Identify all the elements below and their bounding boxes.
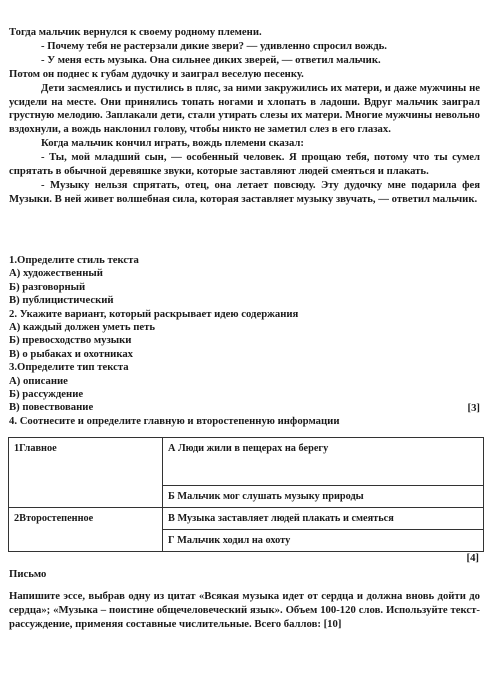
writing-task: Напишите эссе, выбрав одну из цитат «Всякая музыка идет от сердца и должна вновь дойти до сердца»; «Музыка – поистине общечеловеческий язык». Объем 100-120 слов. Используйте текст-рассуждение, применяя составные числительные. Всего баллов: [10] (9, 590, 480, 630)
question-3-option-a: А) описание (9, 374, 68, 387)
question-3-title: 3.Определите тип текста (9, 361, 129, 374)
score-question-4: [4] (466, 552, 479, 564)
story-paragraph: - Музыку нельзя спрятать, отец, она летает повсюду. Эту дудочку мне подарила фея Музыки. В ней живет волшебная сила, которая заставляет музыку звучать, — ответил мальчик. (9, 178, 480, 205)
story-paragraph: - Почему тебя не растерзали дикие звери? — удивленно спросил вождь. (41, 39, 387, 52)
question-1-title: 1.Определите стиль текста (9, 254, 139, 266)
option-d-cell: Г Мальчик ходил на охоту (163, 530, 484, 552)
question-1-option-a: А) художественный (9, 267, 103, 280)
main-info-label: 1Главное (9, 438, 163, 508)
question-4-title: 4. Соотнесите и определите главную и второстепенную информации (9, 414, 340, 427)
matching-table (8, 437, 484, 552)
question-2-option-a: А) каждый должен уметь петь (9, 321, 156, 334)
option-a-cell: А Люди жили в пещерах на берегу (163, 438, 484, 486)
story-paragraph: Когда мальчик кончил играть, вождь племени сказал: (41, 137, 304, 150)
option-b-cell: Б Мальчик мог слушать музыку природы (163, 486, 484, 508)
question-2-option-c: В) о рыбаках и охотниках (9, 347, 134, 360)
story-paragraph: Дети засмеялись и пустились в пляс, за ними закружились их матери, и даже мужчины не усидели на месте. Они принялись топать ногами и хлопать в ладоши. Вдруг мальчик заиграл грустную мелодию. Заплакали дети, стали утирать слезы их матери. Многие мужчины невольно вздохнули, а вождь наклонил голову, чтобы никто не заметил слез в его глазах. (9, 81, 480, 136)
story-paragraph: Тогда мальчик вернулся к своему родному племени. (9, 26, 262, 38)
writing-heading: Письмо (9, 568, 47, 580)
question-2-option-b: Б) превосходство музыки (9, 334, 132, 347)
score-question-3: [3] (467, 402, 480, 414)
option-c-cell: В Музыка заставляет людей плакать и смеяться (163, 508, 484, 530)
story-text (9, 26, 480, 207)
question-2-title: 2. Укажите вариант, который раскрывает идею содержания (9, 307, 299, 320)
story-paragraph: - Ты, мой младший сын, — особенный человек. Я прощаю тебя, потому что ты сумел спрятать в обычной деревяшке звуки, которые заставляют людей смеяться и плакать. (9, 151, 480, 178)
story-paragraph: - У меня есть музыка. Она сильнее диких зверей, — ответил мальчик. (41, 53, 381, 66)
story-paragraph: Потом он поднес к губам дудочку и заиграл веселую песенку. (9, 67, 304, 80)
question-1-option-c: В) публицистический (9, 294, 114, 307)
secondary-info-label: 2Второстепенное (9, 508, 163, 552)
question-3-option-c: В) повествование (9, 401, 94, 414)
questions-block (9, 254, 480, 428)
question-1-option-b: Б) разговорный (9, 280, 86, 293)
question-3-option-b: Б) рассуждение (9, 388, 84, 401)
